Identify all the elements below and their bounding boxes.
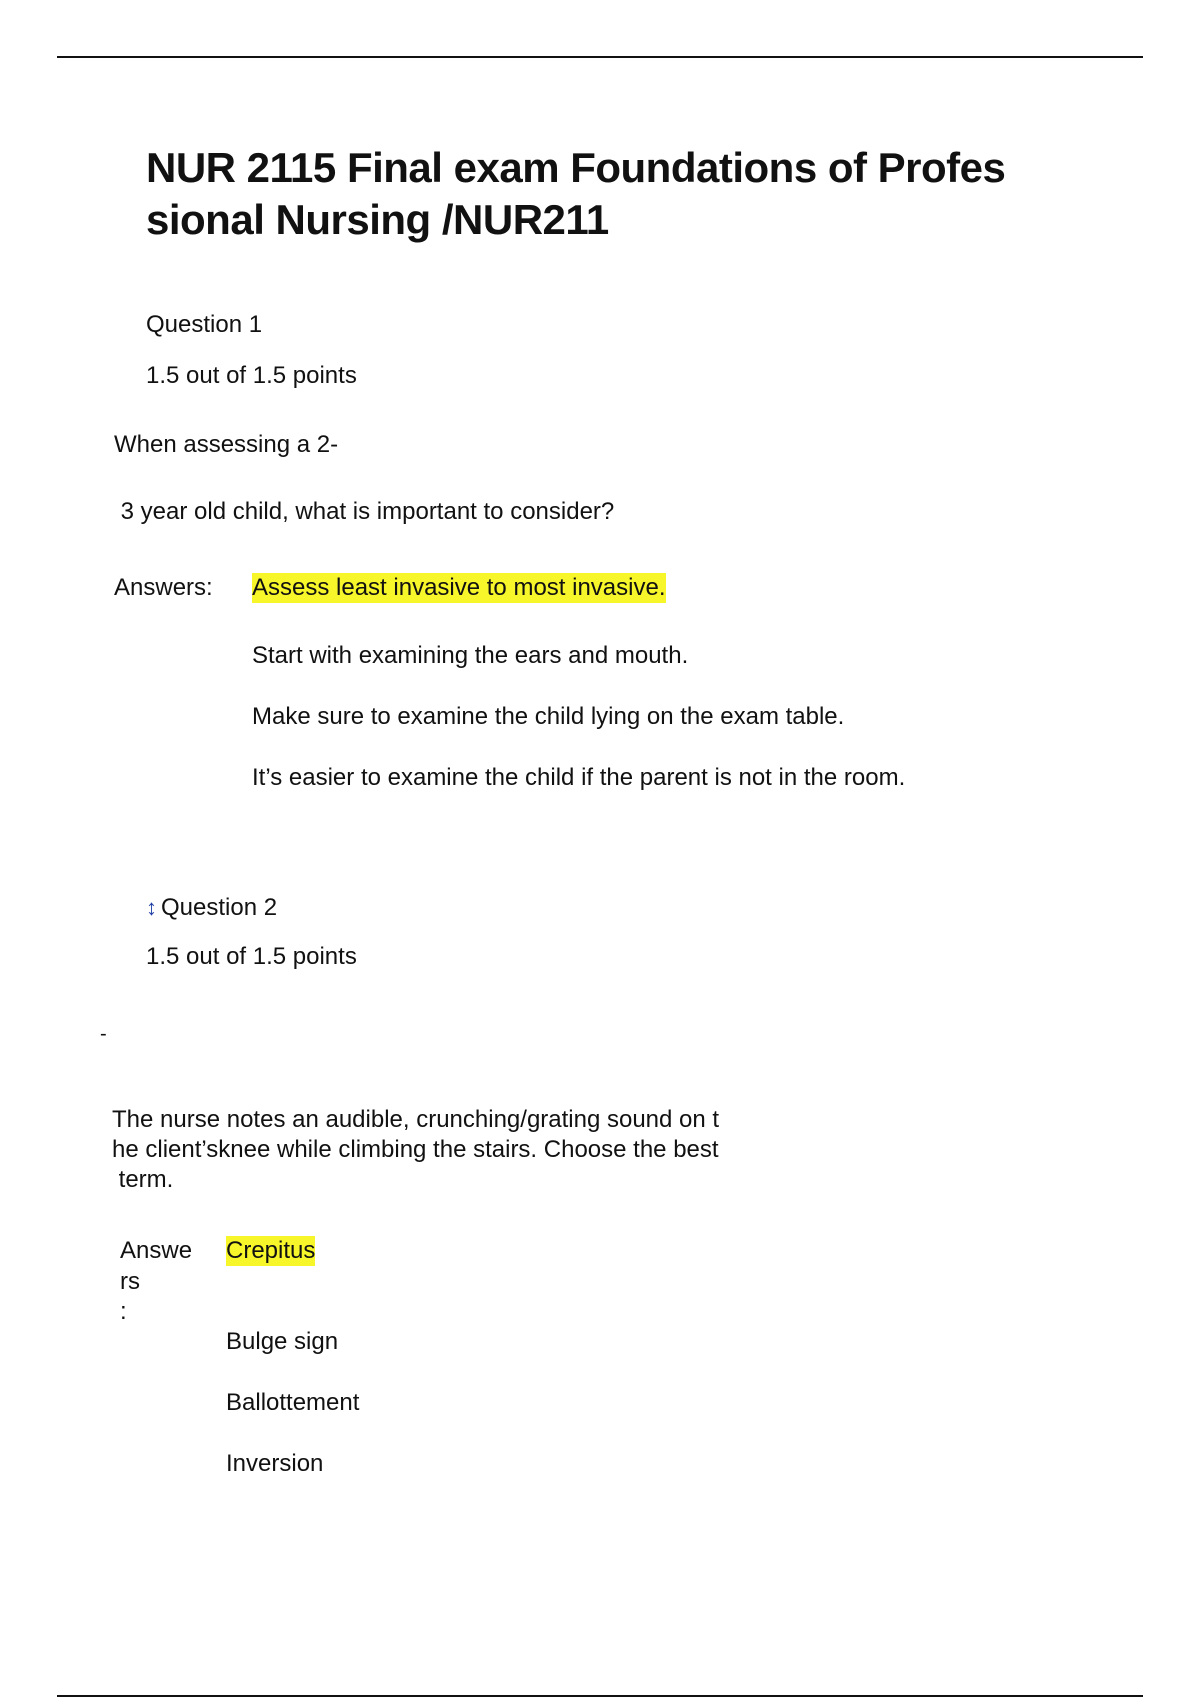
question-2-answer-correct: Crepitus: [226, 1237, 316, 1264]
question-2-header: [146, 893, 277, 923]
question-1-label: Question 1: [146, 311, 263, 338]
question-2-answers-label-line-1: Answe: [120, 1237, 193, 1264]
question-1-answer-correct: Assess least invasive to most invasive.: [252, 574, 666, 601]
separator-dash: -: [100, 1023, 107, 1045]
updown-arrow-icon: ↕: [146, 895, 157, 920]
question-2-label: Question 2: [161, 894, 278, 921]
question-1-prompt-line-2: 3 year old child, what is important to consider?: [114, 498, 615, 525]
top-rule: [57, 56, 1143, 58]
question-1-answer: Make sure to examine the child lying on the exam table.: [252, 703, 845, 730]
document-title: [146, 142, 1076, 246]
question-1-answer: Start with examining the ears and mouth.: [252, 642, 689, 669]
question-2-answers-label-line-3: :: [120, 1298, 127, 1325]
question-1-prompt-line-1: When assessing a 2-: [114, 431, 339, 458]
question-2-answers-label-line-2: rs: [120, 1268, 140, 1295]
title-line-2: sional Nursing /NUR211: [146, 196, 609, 243]
question-1-answers-label: Answers:: [114, 574, 213, 601]
question-2-answer: Ballottement: [226, 1389, 360, 1416]
question-2-prompt-line-1: The nurse notes an audible, crunching/grating sound on t: [112, 1106, 720, 1133]
question-2-answer: Inversion: [226, 1450, 324, 1477]
question-2-points: 1.5 out of 1.5 points: [146, 943, 357, 970]
bottom-rule: [57, 1695, 1143, 1697]
question-2-prompt-line-2: he client’sknee while climbing the stairs. Choose the best: [112, 1136, 719, 1163]
question-2-prompt-line-3: term.: [112, 1166, 174, 1193]
question-1-answer: It’s easier to examine the child if the parent is not in the room.: [252, 764, 906, 791]
question-2-answer: Bulge sign: [226, 1328, 339, 1355]
title-line-1: NUR 2115 Final exam Foundations of Profes: [146, 144, 1006, 191]
question-1-points: 1.5 out of 1.5 points: [146, 362, 357, 389]
